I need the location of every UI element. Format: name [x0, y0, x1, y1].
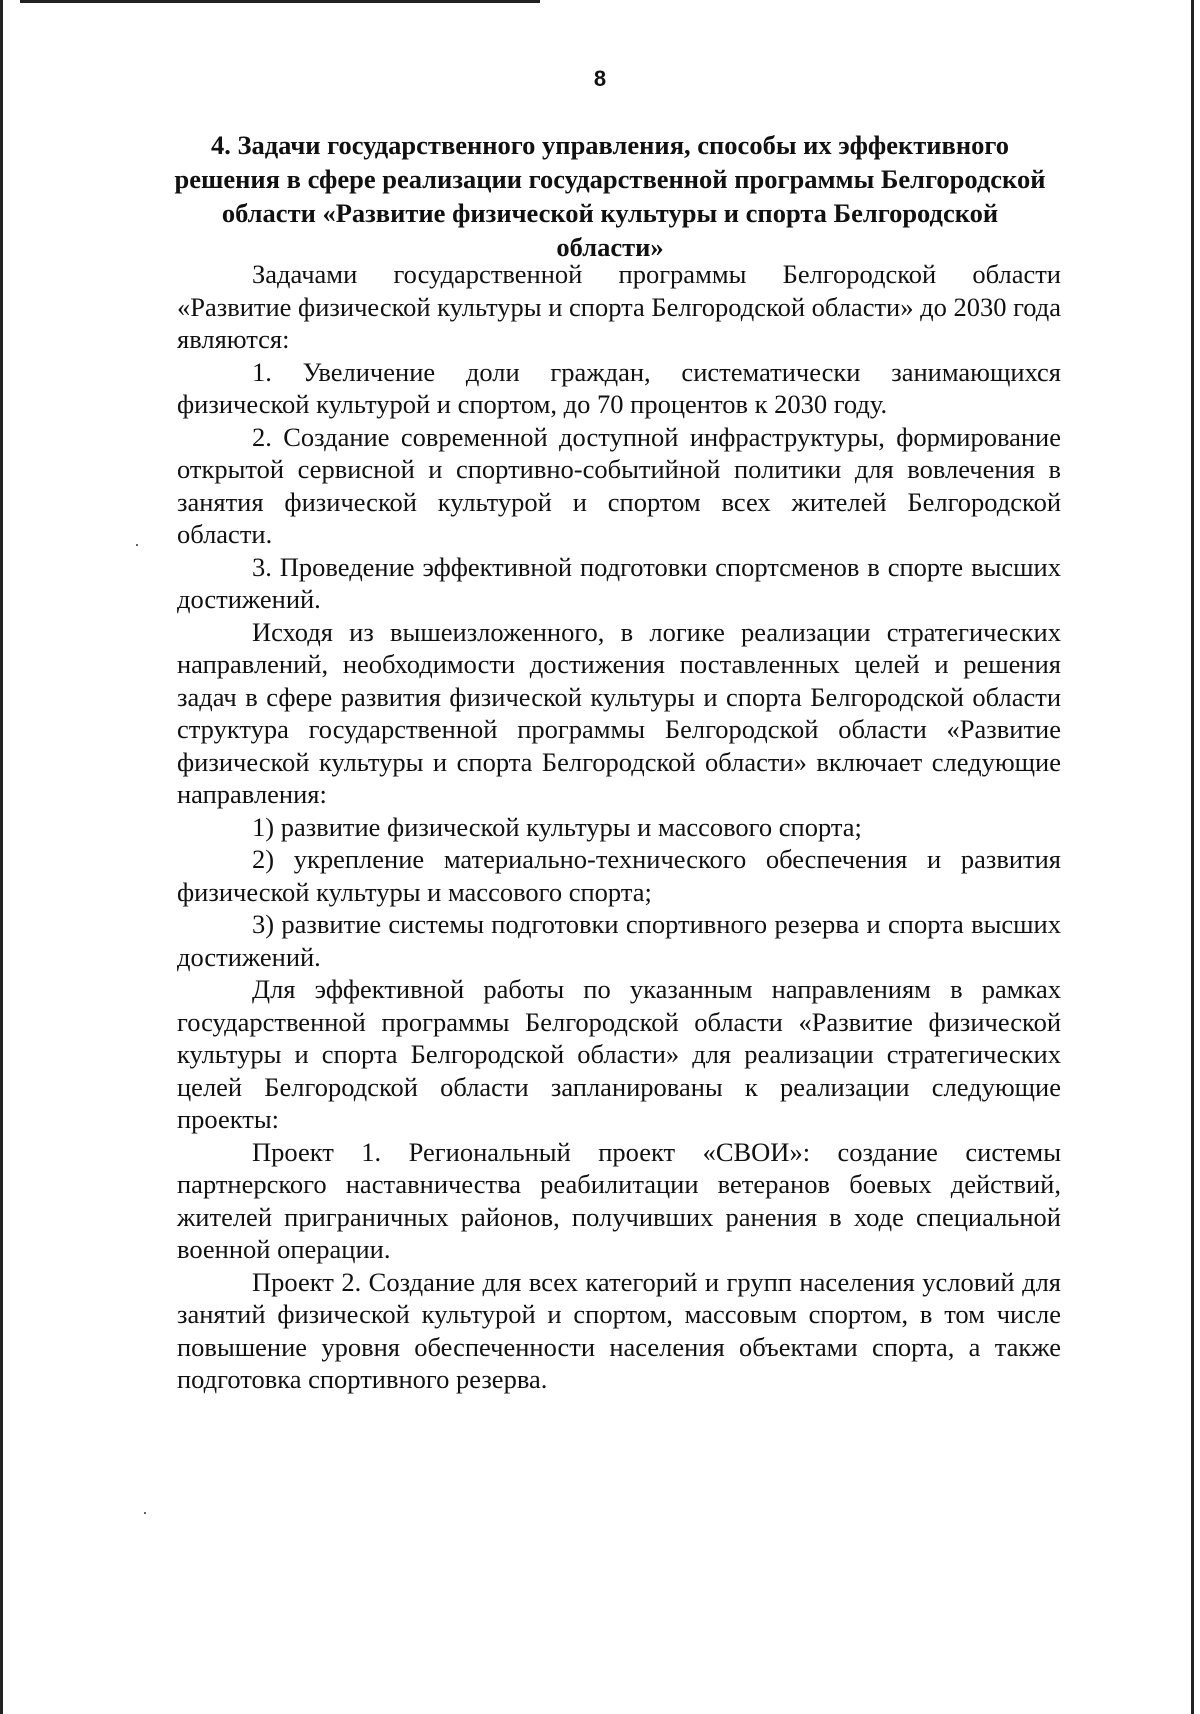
paragraph-direction-1: 1) развитие физической культуры и массового спорта;: [252, 811, 862, 842]
paragraph-task-2: 2. Создание современной доступной инфраструктуры, формирование открытой сервисной и спортивно-событийной политики для вовлечения в занятия физической культурой и спортом всех жителей Белгородской области.: [177, 421, 1061, 549]
scan-border-top: [20, 0, 540, 3]
page-number: 8: [593, 66, 607, 91]
paragraph-structure: Исходя из вышеизложенного, в логике реализации стратегических направлений, необходимости достижения поставленных целей и решения задач в сфере развития физической культуры и спорта Белгородской области структура государственной программы Белгородской области «Развитие физической культуры и спорта Белгородской области» включает следующие направления:: [177, 616, 1061, 809]
section-heading: 4. Задачи государственного управления, способы их эффективного решения в сфере реализации государственной программы Белгородской области «Развитие физической культуры и спорта Белгородской области»: [174, 130, 1046, 262]
scan-speck: [136, 544, 138, 546]
paragraph-project-2: Проект 2. Создание для всех категорий и групп населения условий для занятий физической культурой и спортом, массовым спортом, в том числе повышение уровня обеспеченности населения объектами спорта, а также подготовка спортивного резерва.: [177, 1266, 1061, 1394]
paragraph-direction-2: 2) укрепление материально-технического обеспечения и развития физической культуры и массового спорта;: [177, 844, 1061, 907]
scan-border-right: [1191, 0, 1194, 1714]
scan-border-left: [0, 0, 3, 1714]
paragraph-direction-3: 3) развитие системы подготовки спортивного резерва и спорта высших достижений.: [177, 909, 1061, 972]
paragraph-task-1: 1. Увеличение доли граждан, систематически занимающихся физической культурой и спортом, до 70 процентов к 2030 году.: [177, 356, 1061, 419]
paragraph-projects-intro: Для эффективной работы по указанным направлениям в рамках государственной программы Белгородской области «Развитие физической культуры и спорта Белгородской области» для реализации стратегических целей Белгородской области запланированы к реализации следующие проекты:: [177, 974, 1061, 1134]
body-text: [177, 258, 1061, 1396]
paragraph-task-3: 3. Проведение эффективной подготовки спортсменов в спорте высших достижений.: [177, 551, 1061, 614]
paragraph-project-1: Проект 1. Региональный проект «СВОИ»: создание системы партнерского наставничества реабилитации ветеранов боевых действий, жителей приграничных районов, получивших ранения в ходе специальной военной операции.: [177, 1136, 1061, 1264]
scan-speck: [144, 1512, 146, 1514]
paragraph-intro: Задачами государственной программы Белгородской области «Развитие физической культуры и спорта Белгородской области» до 2030 года являются:: [177, 259, 1062, 354]
